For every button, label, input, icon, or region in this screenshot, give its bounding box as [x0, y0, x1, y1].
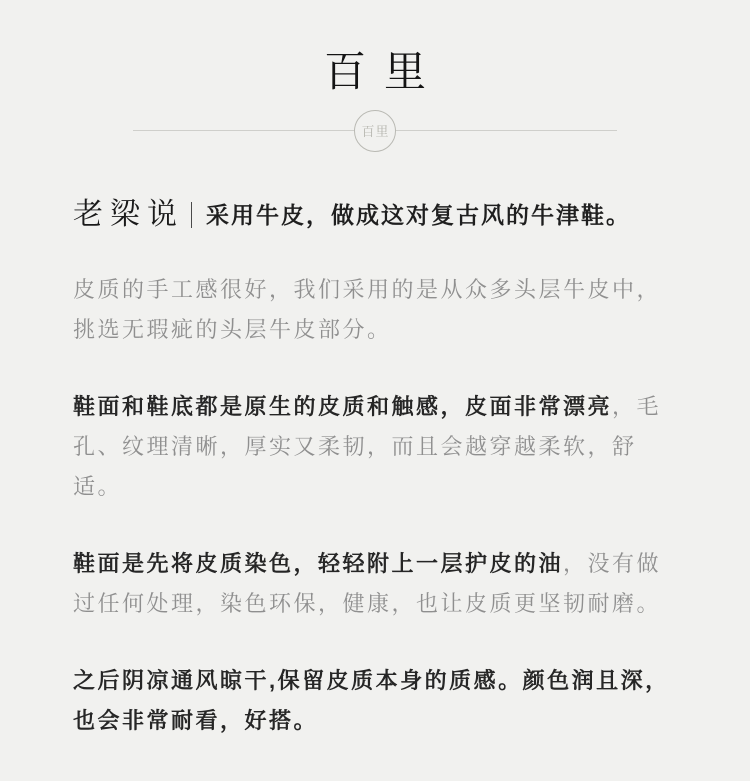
paragraph-muted-text: ，没有做过任何处理，染色环保，健康，也让皮质更坚韧耐磨。 [73, 551, 662, 616]
paragraph-upper-and-sole [73, 387, 677, 507]
speaker-name: 老梁说 [73, 198, 184, 231]
paragraph-dyeing-process [73, 544, 677, 624]
seal-ornament-icon [354, 110, 396, 152]
page-title: 百里 [323, 50, 444, 96]
paragraph-emphasis-text: 鞋面是先将皮质染色，轻轻附上一层护皮的油 [73, 551, 564, 576]
product-description-page [0, 49, 750, 781]
description-content [0, 197, 750, 741]
paragraph-muted-text: 皮质的手工感很好，我们采用的是从众多头层牛皮中，挑选无瑕疵的头层牛皮部分。 [73, 277, 662, 342]
paragraph-drying-finish [73, 661, 677, 741]
paragraph-emphasis-text: 之后阴凉通风晾干,保留皮质本身的质感。颜色润且深，也会非常耐看，好搭。 [73, 668, 670, 733]
intro-statement: 采用牛皮，做成这对复古风的牛津鞋。 [206, 202, 631, 228]
intro-row [73, 197, 677, 233]
paragraph-leather-quality [73, 270, 677, 350]
paragraph-muted-text: ，毛孔、纹理清晰，厚实又柔韧，而且会越穿越柔软，舒适。 [73, 394, 662, 499]
paragraph-emphasis-text: 鞋面和鞋底都是原生的皮质和触感，皮面非常漂亮 [73, 394, 613, 419]
separator-bar [191, 202, 192, 228]
section-divider [133, 109, 617, 153]
seal-ornament-label: 百里 [361, 123, 390, 139]
